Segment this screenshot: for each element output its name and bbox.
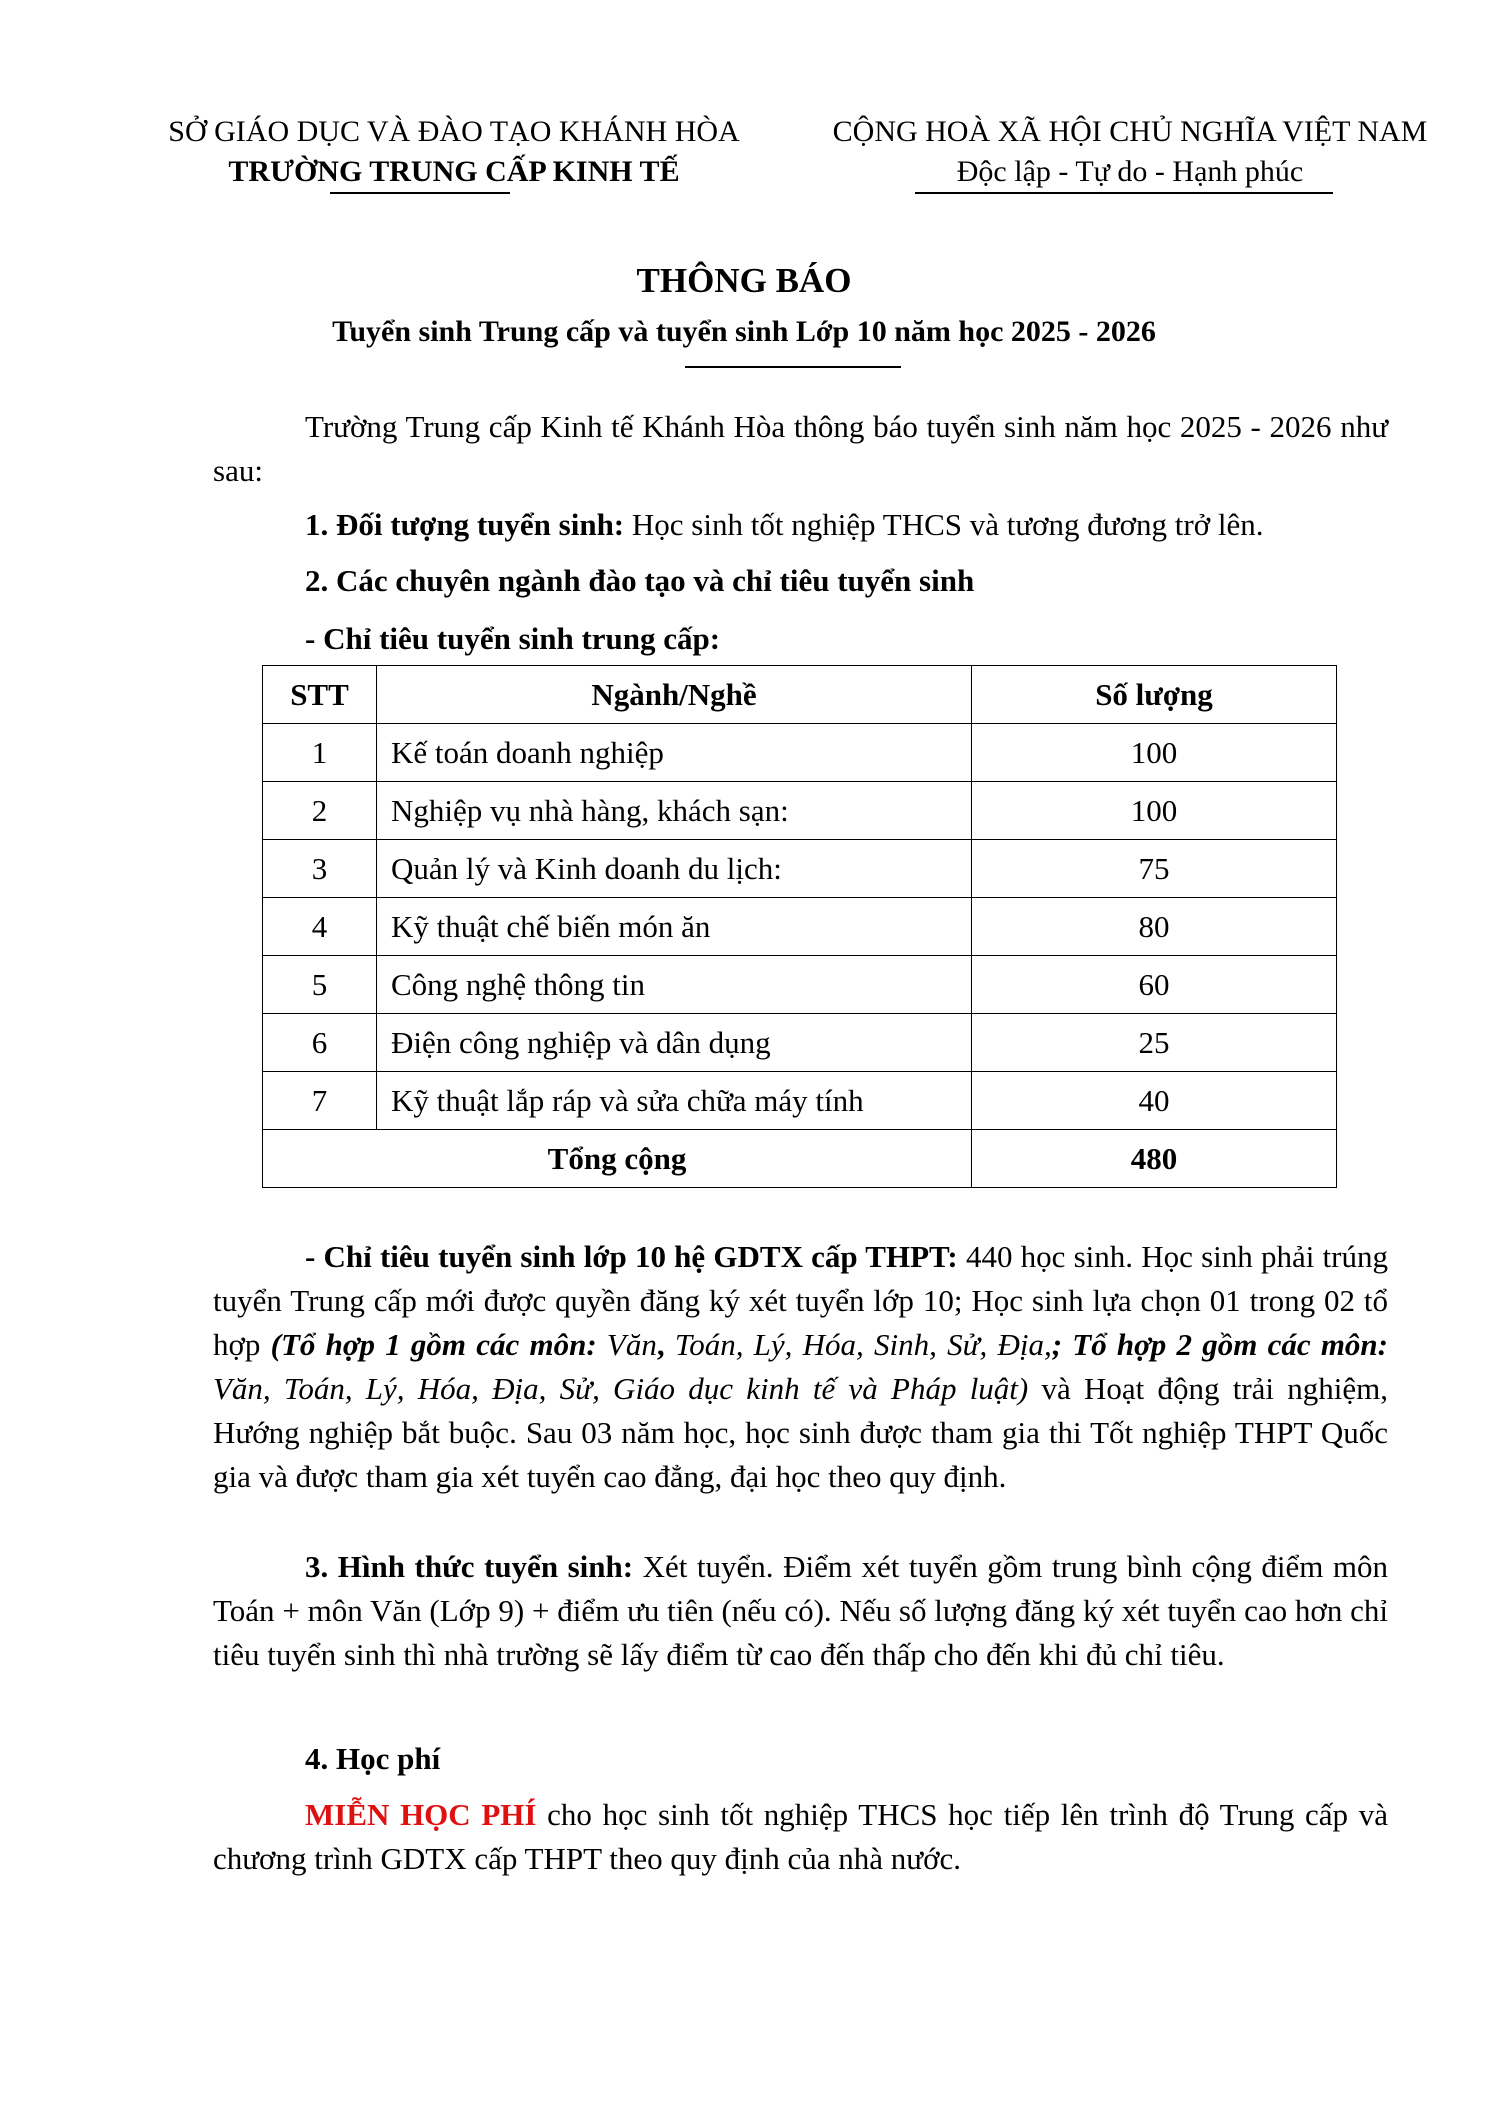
row-stt: 7 [263, 1072, 377, 1130]
header-right-underline [915, 192, 1333, 194]
column-header-stt: STT [263, 666, 377, 724]
total-value: 480 [972, 1130, 1337, 1188]
table-row [263, 1014, 1337, 1072]
section-2-heading: 2. Các chuyên ngành đào tạo và chỉ tiêu tuyển sinh [305, 563, 975, 598]
row-name: Kỹ thuật chế biến món ăn [377, 898, 972, 956]
row-stt: 3 [263, 840, 377, 898]
grade10-paragraph [213, 1235, 1388, 1499]
row-qty: 60 [972, 956, 1337, 1014]
free-tuition-highlight: MIỄN HỌC PHÍ [305, 1797, 537, 1832]
page-title: THÔNG BÁO [636, 261, 852, 300]
row-qty: 80 [972, 898, 1337, 956]
row-name: Quản lý và Kinh doanh du lịch: [377, 840, 972, 898]
section-3 [213, 1545, 1388, 1677]
row-qty: 100 [972, 782, 1337, 840]
row-qty: 25 [972, 1014, 1337, 1072]
row-qty: 100 [972, 724, 1337, 782]
combo1-separator: , [656, 1327, 665, 1362]
table-total-row [263, 1130, 1337, 1188]
table-row [263, 840, 1337, 898]
grade10-heading: - Chỉ tiêu tuyển sinh lớp 10 hệ GDTX cấp THPT: [305, 1239, 958, 1274]
row-name: Điện công nghiệp và dân dụng [377, 1014, 972, 1072]
row-name: Công nghệ thông tin [377, 956, 972, 1014]
row-qty: 40 [972, 1072, 1337, 1130]
section-3-heading: 3. Hình thức tuyển sinh: [305, 1549, 634, 1584]
combo2-subjects: Văn, Toán, Lý, Hóa, Địa, Sử, Giáo dục kinh tế và Pháp luật) [213, 1371, 1029, 1406]
motto: Độc lập - Tự do - Hạnh phúc [956, 155, 1304, 188]
school-name: TRƯỜNG TRUNG CẤP KINH TẾ [228, 155, 680, 188]
grade10-text2: và Hoạt động trải nghiệm, Hướng nghiệp bắt buộc. Sau 03 năm học, học sinh được tham gia thi Tốt nghiệp THPT Quốc gia và được tham gia xét tuyển cao đẳng, đại học theo quy định. [213, 1371, 1389, 1494]
row-stt: 1 [263, 724, 377, 782]
column-header-name: Ngành/Nghề [377, 666, 972, 724]
table-row [263, 898, 1337, 956]
row-name: Nghiệp vụ nhà hàng, khách sạn: [377, 782, 972, 840]
section-3-text: Xét tuyển. Điểm xét tuyển gồm trung bình cộng điểm môn Toán + môn Văn (Lớp 9) + điểm ưu tiên (nếu có). Nếu số lượng đăng ký xét tuyển cao hơn chỉ tiêu tuyển sinh thì nhà trường sẽ lấy điểm từ cao đến thấp cho đến khi đủ chỉ tiêu. [213, 1549, 1388, 1672]
section-4-paragraph [213, 1793, 1388, 1881]
total-label: Tổng cộng [263, 1130, 972, 1188]
row-name: Kỹ thuật lắp ráp và sửa chữa máy tính [377, 1072, 972, 1130]
intro-paragraph [213, 405, 1388, 493]
grade10-text1: 440 học sinh. Học sinh phải trúng tuyển Trung cấp mới được quyền đăng ký xét tuyển lớp 10; Học sinh lựa chọn 01 trong 02 tổ hợp [213, 1239, 1388, 1362]
table-row [263, 782, 1337, 840]
section-1-text: Học sinh tốt nghiệp THCS và tương đương trở lên. [624, 507, 1264, 542]
subtitle-underline [685, 366, 901, 368]
header-left [140, 112, 768, 192]
combo1-label: (Tổ hợp 1 gồm các môn: [270, 1327, 597, 1362]
row-qty: 75 [972, 840, 1337, 898]
table-header-row [263, 666, 1337, 724]
row-stt: 4 [263, 898, 377, 956]
combo2-label: ; Tổ hợp 2 gồm các môn: [1051, 1327, 1389, 1362]
row-stt: 5 [263, 956, 377, 1014]
row-name: Kế toán doanh nghiệp [377, 724, 972, 782]
department-name: SỞ GIÁO DỤC VÀ ĐÀO TẠO KHÁNH HÒA [168, 115, 740, 148]
quota-table [262, 665, 1337, 1188]
column-header-qty: Số lượng [972, 666, 1337, 724]
section-2-subheading: - Chỉ tiêu tuyển sinh trung cấp: [305, 621, 721, 656]
table-row [263, 956, 1337, 1014]
country-name: CỘNG HOÀ XÃ HỘI CHỦ NGHĨA VIỆT NAM [832, 115, 1428, 148]
table-row [263, 724, 1337, 782]
section-4-heading: 4. Học phí [305, 1741, 441, 1776]
section-1-heading: 1. Đối tượng tuyển sinh: [305, 507, 625, 542]
row-stt: 2 [263, 782, 377, 840]
combo1-subjects: Văn [596, 1327, 657, 1362]
header-left-underline [330, 192, 510, 194]
table-row [263, 1072, 1337, 1130]
section-1 [213, 503, 1388, 547]
page-subtitle: Tuyển sinh Trung cấp và tuyển sinh Lớp 10 năm học 2025 - 2026 [332, 315, 1156, 348]
intro-text: Trường Trung cấp Kinh tế Khánh Hòa thông báo tuyển sinh năm học 2025 - 2026 như sau: [213, 409, 1388, 488]
combo1-subjects-rest: Toán, Lý, Hóa, Sinh, Sử, Địa, [664, 1327, 1052, 1362]
section-4-text: cho học sinh tốt nghiệp THCS học tiếp lên trình độ Trung cấp và chương trình GDTX cấp THPT theo quy định của nhà nước. [213, 1797, 1388, 1876]
header-right [790, 112, 1470, 192]
row-stt: 6 [263, 1014, 377, 1072]
